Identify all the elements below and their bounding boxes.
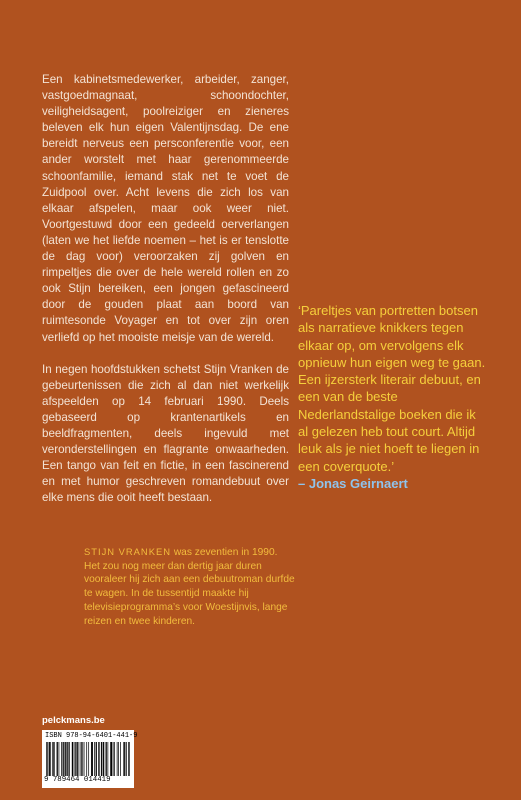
barcode-bar (49, 742, 50, 776)
barcode-bar (63, 742, 64, 776)
barcode-bar (117, 742, 118, 776)
barcode-bar (111, 742, 112, 776)
barcode-bar (74, 742, 75, 776)
barcode-bar (84, 742, 85, 776)
ean-digits: 9 789464 014419 (44, 776, 111, 784)
barcode-bar (98, 742, 99, 776)
blurb-paragraph-2: In negen hoofdstukken schetst Stijn Vranken de gebeurtenissen die zich al dan niet werkelijk afspeelden op 14 februari 1990. Deels gebaseerd op krantenartikels en beeldfragmenten, deels ingevuld met veronderstellingen en flagrante onwaarheden. Een tango van feit en fictie, in een fascinerend en met humor geschreven romandebuut over elke mens die ooit heeft bestaan. (42, 362, 289, 505)
barcode-bar (50, 742, 51, 776)
barcode-bar (81, 742, 82, 776)
author-bio-text: was zeventien in 1990. Het zou nog meer dan dertig jaar duren vooraleer hij zich aan een debuutroman durfde te wagen. In de tussentijd maakte hij televisieprogramma’s voor Woestijnvis, lange reizen en twee kinderen. (84, 547, 295, 627)
barcode-bar (54, 742, 55, 776)
barcode-bar (52, 742, 53, 776)
barcode-bar (120, 742, 121, 776)
barcode-bar (57, 742, 58, 776)
barcode-bar (126, 742, 127, 776)
review-quote (298, 302, 488, 492)
barcode-bar (101, 742, 102, 776)
barcode-bar (125, 742, 126, 776)
barcode-bar (92, 742, 93, 776)
blurb-paragraph-1: Een kabinetsmedewerker, arbeider, zanger, vastgoedmagnaat, schoondochter, veiligheidsagent, poolreiziger en zieneres beleven elk hun eigen Valentijnsdag. De ene bereidt nerveus een persconferentie voor, een ander worstelt met haar gerenommeerde schoonfamilie, iemand stak net te voet de Zuidpool over. Acht levens die zich los van elkaar afspelen, maar ook weer niet. Voortgestuwd door een gedeeld oerverlangen (laten we het liefde noemen – het is er tenslotte de dag voor) veroorzaken zij golven en rimpeltjes die over de hele wereld rollen en zo ook Stijn bereiken, een jongen gefascineerd door de gouden plaat aan boord van ruimtesonde Voyager en tot over zijn oren verliefd op het mooiste meisje van de wereld. (42, 73, 289, 344)
barcode-bar (102, 742, 103, 776)
barcode-bar (114, 742, 115, 776)
barcode-bar (67, 742, 68, 776)
barcode-bar (76, 742, 77, 776)
barcode-bar (75, 742, 76, 776)
barcode-bar (113, 742, 114, 776)
barcode-bar (118, 742, 119, 776)
author-name: STIJN VRANKEN (84, 546, 171, 557)
barcode-bar (65, 742, 66, 776)
barcode-bar (103, 742, 104, 776)
barcode-bar (77, 742, 78, 776)
barcode-bar (72, 742, 73, 776)
isbn-label: ISBN 978-94-6401-441-9 (45, 732, 138, 740)
quote-text: ‘Pareltjes van portretten botsen als narratieve knikkers tegen elkaar op, om vervolgens elk opnieuw hun eigen weg te gaan. Een ijzersterk literair debuut, en een van de beste Nederlandstalige boeken die ik al gelezen heb tout court. Altijd leuk als je niet hoeft te liegen in een coverquote.’ (298, 303, 486, 474)
quote-author: – Jonas Geirnaert (298, 475, 408, 491)
barcode-bar (53, 742, 54, 776)
barcode-bar (65, 742, 66, 776)
barcode-bars (46, 742, 130, 776)
barcode-bar (49, 742, 50, 776)
barcode-bar (86, 742, 87, 776)
barcode-bar (47, 742, 48, 776)
barcode-bar (46, 742, 47, 776)
author-bio (84, 545, 296, 628)
barcode-bar (69, 742, 70, 776)
barcode-bar (61, 742, 62, 776)
barcode-bar (78, 742, 79, 776)
barcode-bar (63, 742, 64, 776)
barcode-bar (106, 742, 107, 776)
blurb (42, 72, 289, 506)
barcode-bar (68, 742, 69, 776)
barcode-bar (66, 742, 67, 776)
barcode-bar (96, 742, 97, 776)
barcode-bar (94, 742, 95, 776)
barcode-bar (88, 742, 89, 776)
barcode-bar (80, 742, 81, 776)
publisher-site: pelckmans.be (42, 715, 105, 726)
barcode-bar (57, 742, 58, 776)
barcode-bar (129, 742, 130, 776)
barcode-bar (111, 742, 112, 776)
barcode-bar (110, 742, 111, 776)
barcode-bar (72, 742, 73, 776)
barcode-bar (91, 742, 92, 776)
barcode-bar (108, 742, 109, 776)
barcode-bar (92, 742, 93, 776)
barcode-bar (96, 742, 97, 776)
barcode-bar (104, 742, 105, 776)
barcode-bar (123, 742, 124, 776)
barcode-bar (59, 742, 60, 776)
barcode-bar (82, 742, 83, 776)
barcode (42, 730, 138, 788)
barcode-bar (106, 742, 107, 776)
barcode-bar (124, 742, 125, 776)
barcode-bar (99, 742, 100, 776)
barcode-bar (128, 742, 129, 776)
